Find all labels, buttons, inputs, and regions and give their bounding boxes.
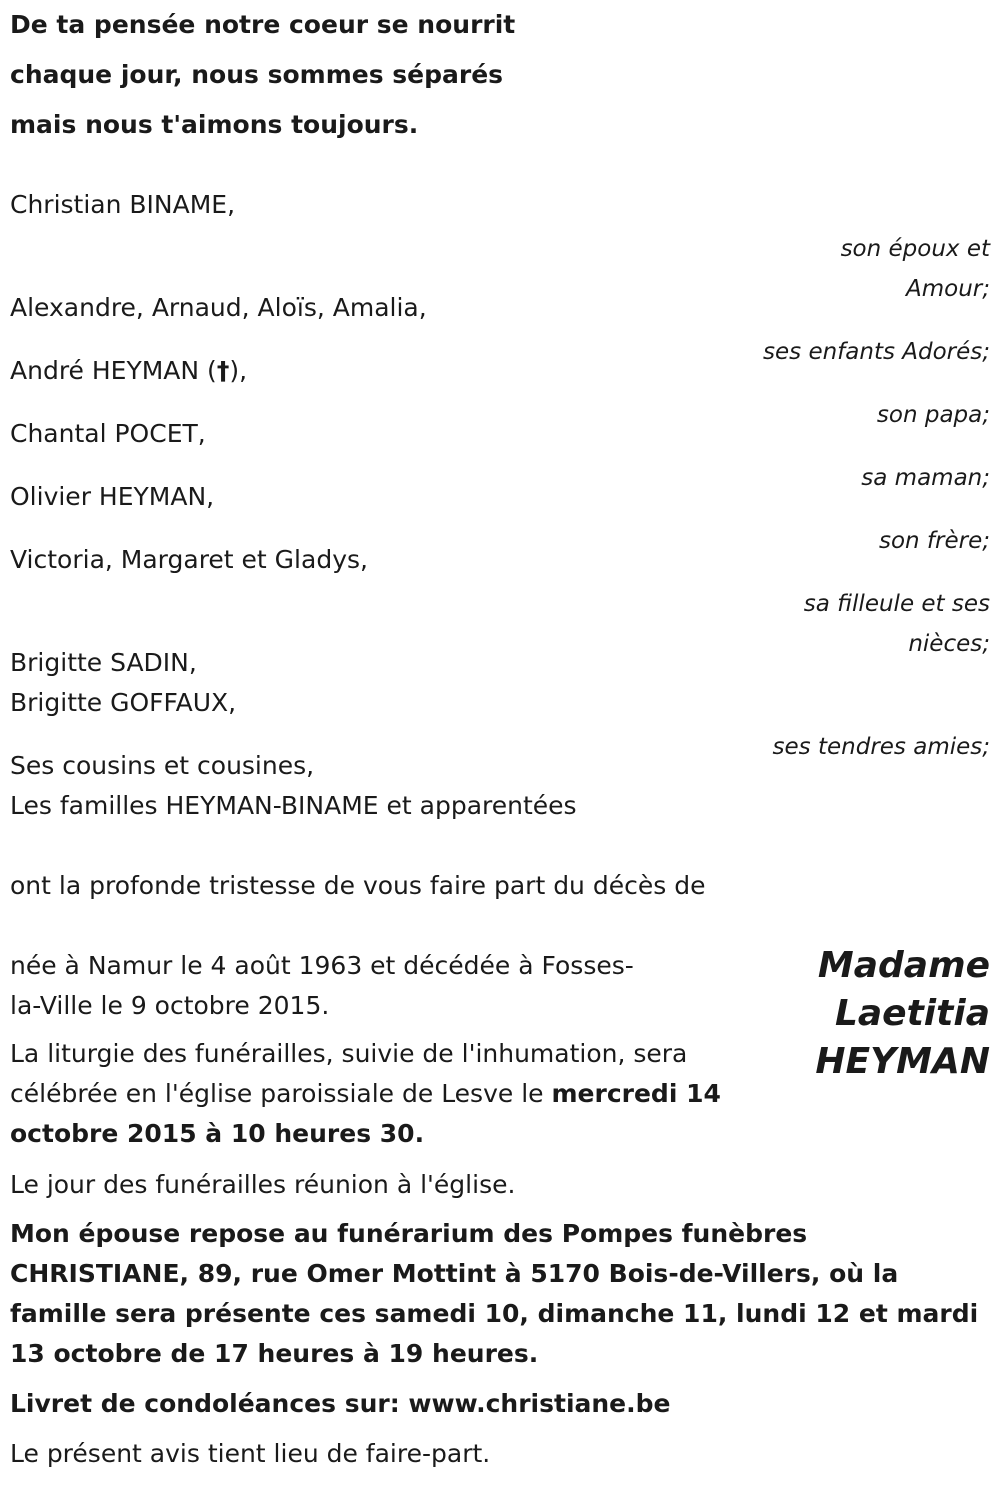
- meeting-line: Le jour des funérailles réunion à l'église.: [10, 1170, 516, 1199]
- families-line: Les familles HEYMAN-BINAME et apparentées: [10, 791, 577, 820]
- children-role: ses enfants Adorés;: [763, 339, 990, 365]
- spouse-role-line-2: Amour;: [906, 276, 990, 302]
- mother-name: Chantal POCET,: [10, 419, 206, 448]
- liturgy-date: mercredi 14 octobre 2015 à 10 heures 30.: [10, 1079, 721, 1148]
- spouse-role-line-1: son époux et: [840, 236, 990, 262]
- announcement: ont la profonde tristesse de vous faire part du décès de: [10, 871, 706, 900]
- cross-icon: †: [216, 356, 230, 385]
- friend-name-1: Brigitte SADIN,: [10, 648, 197, 677]
- deceased-first-name: Laetitia: [834, 993, 990, 1034]
- deceased-name: [815, 942, 990, 1086]
- funerarium-paragraph: Mon épouse repose au funérarium des Pompes funèbres CHRISTIANE, 89, rue Omer Mottint à 5170 Bois-de-Villers, où la famille sera présente ces samedi 10, dimanche 11, lundi 12 et mardi 13 octobre de 17 heures à 19 heures.: [10, 1219, 979, 1368]
- nieces-role-line-1: sa filleule et ses: [803, 591, 990, 617]
- condolences-line: Livret de condoléances sur: www.christiane.be: [10, 1389, 671, 1418]
- friend-name-2: Brigitte GOFFAUX,: [10, 688, 237, 717]
- brother-role: son frère;: [878, 528, 990, 554]
- children-names: Alexandre, Arnaud, Aloïs, Amalia,: [10, 293, 427, 322]
- nieces-names: Victoria, Margaret et Gladys,: [10, 545, 368, 574]
- birth-line-1: née à Namur le 4 août 1963 et décédée à Fosses-: [10, 951, 634, 980]
- deceased-title: Madame: [817, 945, 990, 986]
- friends-role: ses tendres amies;: [772, 734, 990, 760]
- liturgy-paragraph: La liturgie des funérailles, suivie de l'inhumation, sera célébrée en l'église paroissiale de Lesve le mercredi 14 octobre 2015 à 10 heures 30.: [10, 1039, 721, 1148]
- quote-line-1: De ta pensée notre coeur se nourrit: [10, 10, 516, 39]
- brother-name: Olivier HEYMAN,: [10, 482, 215, 511]
- spouse-name: Christian BINAME,: [10, 190, 236, 219]
- father-name: André HEYMAN (†),: [10, 356, 248, 385]
- cousins-line: Ses cousins et cousines,: [10, 751, 315, 780]
- mother-role: sa maman;: [861, 465, 990, 491]
- quote-line-3: mais nous t'aimons toujours.: [10, 110, 419, 139]
- quote-line-2: chaque jour, nous sommes séparés: [10, 60, 504, 89]
- nieces-role-line-2: nièces;: [908, 631, 990, 657]
- father-role: son papa;: [876, 402, 990, 428]
- notice-line: Le présent avis tient lieu de faire-part.: [10, 1439, 491, 1468]
- birth-line-2: la-Ville le 9 octobre 2015.: [10, 991, 330, 1020]
- deceased-last-name: HEYMAN: [815, 1041, 990, 1082]
